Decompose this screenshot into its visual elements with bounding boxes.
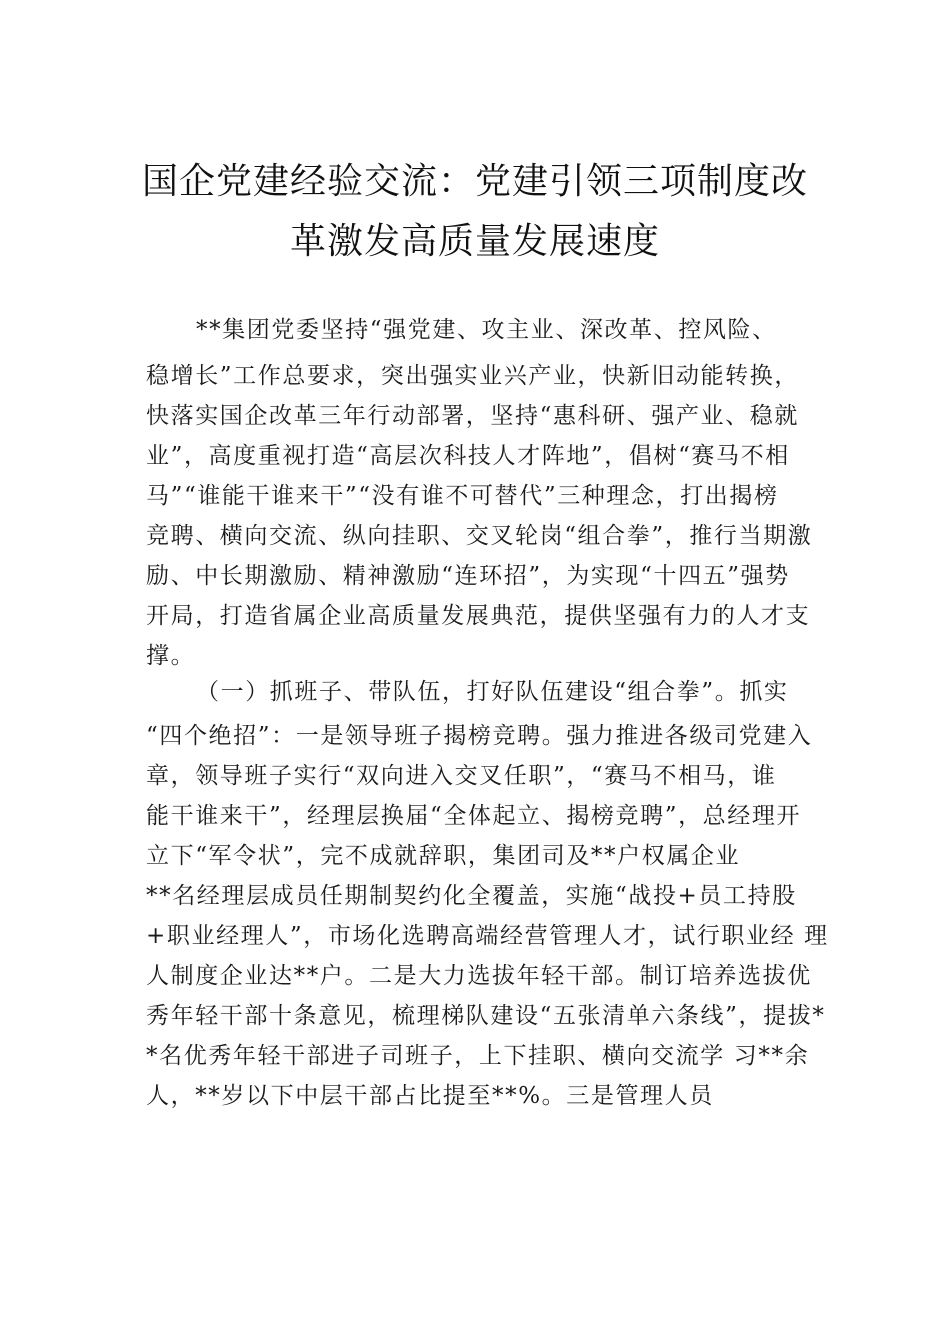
para1-line-4: 业”，高度重视打造“高层次科技人才阵地”，倡树“赛马不相: [146, 443, 790, 469]
para2-line-4: 能干谁来干”，经理层换届“全体起立、揭榜竞聘”，总经理开: [146, 803, 802, 829]
para2-line-2: “四个绝招”：一是领导班子揭榜竞聘。强力推进各级司党建入: [146, 723, 813, 749]
para1-line-9: 撑。: [146, 643, 196, 669]
para1-line-6: 竞聘、横向交流、纵向挂职、交叉轮岗“组合拳”，推行当期激: [146, 523, 813, 549]
para2-line-9: 秀年轻干部十条意见，梳理梯队建设“五张清单六条线”，提拔*: [146, 1003, 826, 1029]
para1-line-2: 稳增长”工作总要求，突出强实业兴产业，快新旧动能转换，: [146, 363, 799, 389]
para2-line-3: 章，领导班子实行“双向进入交叉任职”，“赛马不相马，谁: [146, 763, 777, 789]
para1-line-5: 马”“谁能干谁来干”“没有谁不可替代”三种理念，打出揭榜: [146, 483, 779, 509]
para1-line-7: 励、中长期激励、精神激励“连环招”，为实现“十四五”强势: [146, 563, 790, 589]
para2-line-7: +职业经理人”，市场化选聘高端经营管理人才，试行职业经 理: [146, 923, 829, 949]
para1-line-1: **集团党委坚持“强党建、攻主业、深改革、控风险、: [196, 317, 777, 343]
para2-line-1: （一）抓班子、带队伍，打好队伍建设“组合拳”。抓实: [196, 679, 789, 705]
title-line-1: 国企党建经验交流：党建引领三项制度改: [141, 161, 808, 202]
title-line-2: 革激发高质量发展速度: [289, 221, 660, 262]
para1-line-3: 快落实国企改革三年行动部署，坚持“惠科研、强产业、稳就: [146, 403, 799, 429]
para1-line-8: 开局，打造省属企业高质量发展典范，提供坚强有力的人才支: [146, 603, 811, 629]
para2-line-8: 人制度企业达**户。二是大力选拔年轻干部。制订培养选拔优: [146, 963, 812, 989]
para2-line-5: 立下“军令状”，完不成就辞职，集团司及**户权属企业: [146, 843, 741, 869]
para2-line-6: **名经理层成员任期制契约化全覆盖，实施“战投+员工持股: [146, 883, 797, 909]
para2-line-11: 人，**岁以下中层干部占比提至**%。三是管理人员: [146, 1083, 714, 1109]
para2-line-10: *名优秀年轻干部进子司班子，上下挂职、横向交流学 习**余: [146, 1043, 810, 1069]
